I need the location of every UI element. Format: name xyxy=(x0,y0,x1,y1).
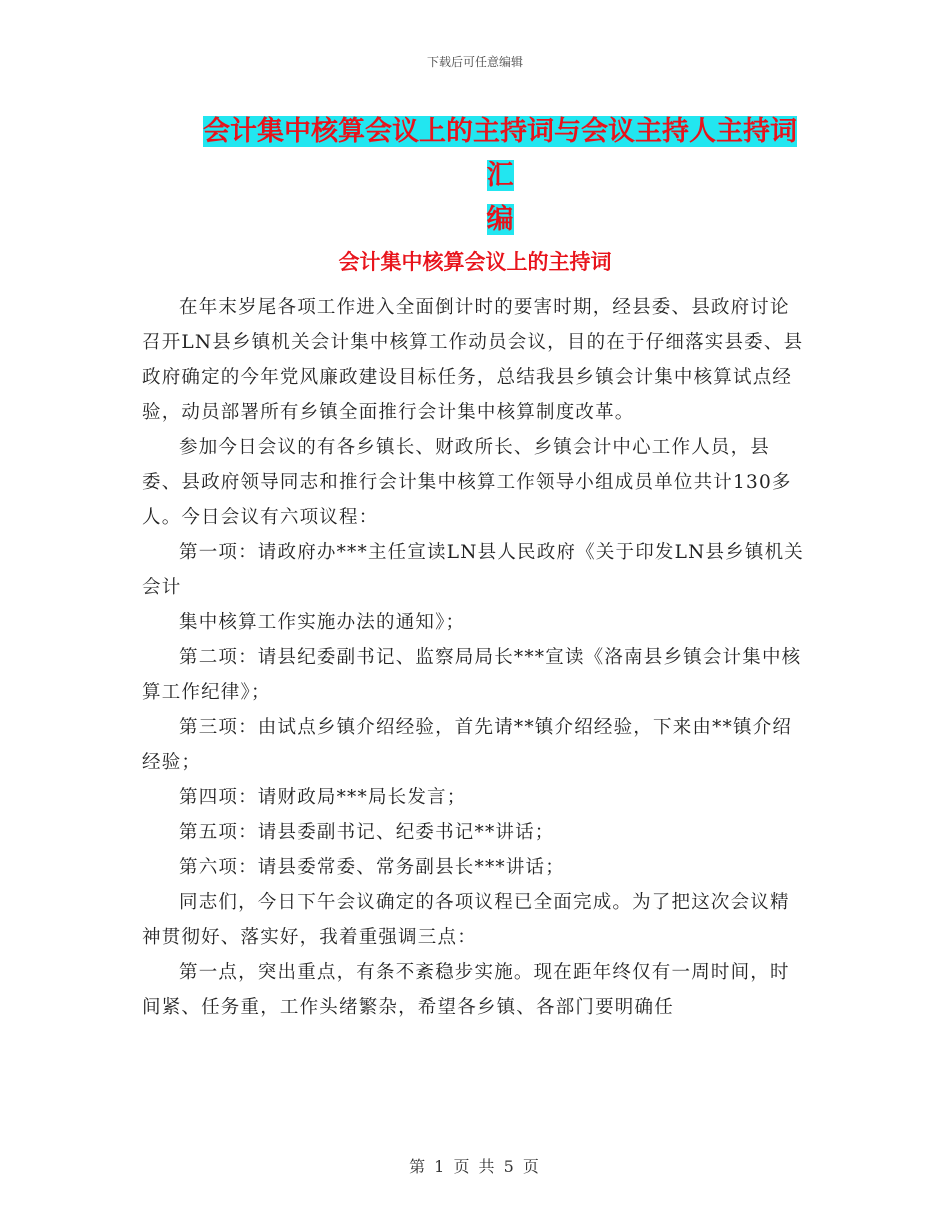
section-title: 会计集中核算会议上的主持词 xyxy=(338,250,612,274)
paragraph: 第三项：由试点乡镇介绍经验，首先请**镇介绍经验，下来由**镇介绍经验； xyxy=(142,717,793,773)
paragraph: 第一项：请政府办***主任宣读LN县人民政府《关于印发LN县乡镇机关会计 xyxy=(142,542,804,598)
paragraph: 参加今日会议的有各乡镇长、财政所长、乡镇会计中心工作人员，县委、县政府领导同志和推行会计集中核算工作领导小组成员单位共计130多人。今日会议有六项议程： xyxy=(142,437,792,528)
page-number-footer: 第 1 页 共 5 页 xyxy=(409,1157,541,1176)
paragraph: 集中核算工作实施办法的通知》； xyxy=(179,612,466,633)
paragraph: 第二项：请县纪委副书记、监察局局长***宣读《洛南县乡镇会计集中核算工作纪律》； xyxy=(142,647,802,703)
paragraph: 第六项：请县委常委、常务副县长***讲话； xyxy=(179,857,565,878)
document-body xyxy=(142,290,808,1025)
paragraph: 在年末岁尾各项工作进入全面倒计时的要害时期，经县委、县政府讨论召开LN县乡镇机关会计集中核算工作动员会议，目的在于仔细落实县委、县政府确定的今年党风廉政建设目标任务，总结我县乡镇会计集中核算试点经验，动员部署所有乡镇全面推行会计集中核算制度改革。 xyxy=(142,297,804,423)
page-header-note: 下载后可任意编辑 xyxy=(426,55,523,69)
document-title-line-2: 编 xyxy=(486,204,514,235)
document-title-line-1: 会计集中核算会议上的主持词与会议主持人主持词汇 xyxy=(203,116,797,191)
paragraph: 第五项：请县委副书记、纪委书记**讲话； xyxy=(179,822,555,843)
document-title xyxy=(190,110,810,242)
paragraph: 同志们，今日下午会议确定的各项议程已全面完成。为了把这次会议精神贯彻好、落实好，我着重强调三点： xyxy=(142,892,790,948)
paragraph: 第一点，突出重点，有条不紊稳步实施。现在距年终仅有一周时间，时间紧、任务重，工作头绪繁杂，希望各乡镇、各部门要明确任 xyxy=(142,962,790,1018)
paragraph: 第四项：请财政局***局长发言； xyxy=(179,787,467,808)
